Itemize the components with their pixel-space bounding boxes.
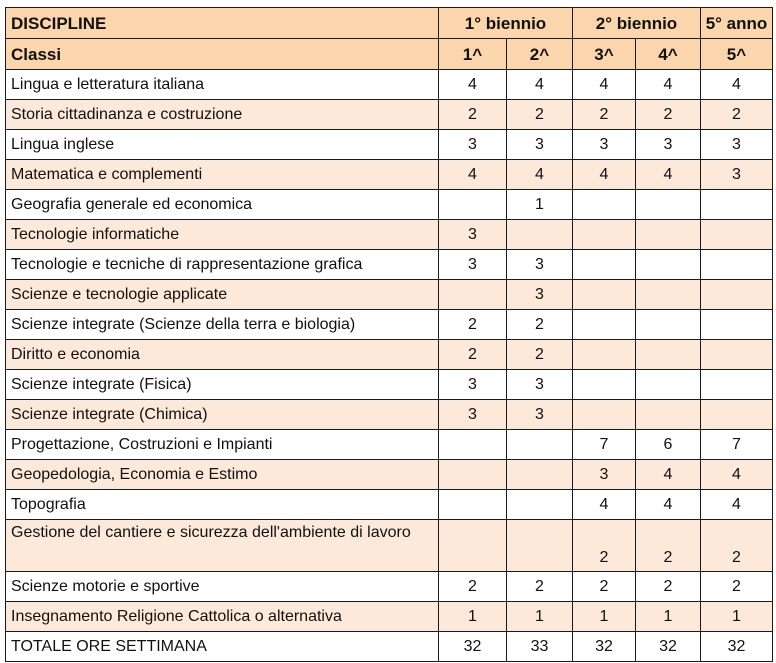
hours-cell-class-3: 2: [573, 100, 636, 130]
hours-cell-class-2: 3: [507, 400, 573, 430]
hours-cell-class-3: 2: [573, 520, 636, 572]
hours-cell-class-4: 32: [636, 632, 701, 662]
hours-cell-class-1: [439, 460, 507, 490]
hours-cell-class-5: [701, 340, 773, 370]
hours-cell-class-5: 1: [701, 602, 773, 632]
hours-cell-class-5: 3: [701, 160, 773, 190]
group-1-biennio: 1° biennio: [439, 8, 573, 39]
class-header-1: 1^: [439, 39, 507, 70]
hours-cell-class-1: [439, 430, 507, 460]
table-row: [6, 160, 773, 190]
discipline-name: TOTALE ORE SETTIMANA: [6, 632, 439, 662]
hours-cell-class-1: 1: [439, 602, 507, 632]
hours-cell-class-3: [573, 340, 636, 370]
class-header-3: 3^: [573, 39, 636, 70]
discipline-name: Matematica e complementi: [6, 160, 439, 190]
discipline-name: Diritto e economia: [6, 340, 439, 370]
hours-cell-class-3: 32: [573, 632, 636, 662]
hours-cell-class-3: 7: [573, 430, 636, 460]
discipline-name: Lingua inglese: [6, 130, 439, 160]
curriculum-table: [5, 7, 773, 662]
hours-cell-class-4: 4: [636, 70, 701, 100]
hours-cell-class-1: 3: [439, 370, 507, 400]
table-row: [6, 430, 773, 460]
hours-cell-class-5: [701, 310, 773, 340]
hours-cell-class-1: 4: [439, 70, 507, 100]
header-row-groups: [6, 8, 773, 39]
hours-cell-class-3: [573, 310, 636, 340]
hours-cell-class-1: [439, 520, 507, 572]
hours-cell-class-4: 2: [636, 100, 701, 130]
hours-cell-class-3: [573, 220, 636, 250]
class-header-2: 2^: [507, 39, 573, 70]
hours-cell-class-2: 3: [507, 370, 573, 400]
hours-cell-class-2: 3: [507, 130, 573, 160]
table-row: [6, 250, 773, 280]
hours-cell-class-3: [573, 400, 636, 430]
hours-cell-class-3: 4: [573, 490, 636, 520]
table-row: [6, 130, 773, 160]
hours-cell-class-5: 7: [701, 430, 773, 460]
hours-cell-class-1: 2: [439, 100, 507, 130]
hours-cell-class-4: [636, 250, 701, 280]
hours-cell-class-5: 3: [701, 130, 773, 160]
hours-cell-class-5: [701, 220, 773, 250]
class-header-5: 5^: [701, 39, 773, 70]
hours-cell-class-5: 4: [701, 460, 773, 490]
hours-cell-class-5: [701, 370, 773, 400]
hours-cell-class-4: 1: [636, 602, 701, 632]
discipline-name: Storia cittadinanza e costruzione: [6, 100, 439, 130]
table-row: [6, 100, 773, 130]
hours-cell-class-5: 32: [701, 632, 773, 662]
hours-cell-class-4: 2: [636, 520, 701, 572]
discipline-name: Scienze integrate (Scienze della terra e biologia): [6, 310, 439, 340]
hours-cell-class-5: [701, 280, 773, 310]
hours-cell-class-2: 2: [507, 572, 573, 602]
hours-cell-class-4: [636, 280, 701, 310]
table-row: [6, 632, 773, 662]
hours-cell-class-1: [439, 280, 507, 310]
hours-cell-class-5: [701, 190, 773, 220]
hours-cell-class-3: 1: [573, 602, 636, 632]
hours-cell-class-5: 2: [701, 572, 773, 602]
discipline-name: Lingua e letteratura italiana: [6, 70, 439, 100]
discipline-name: Scienze e tecnologie applicate: [6, 280, 439, 310]
hours-cell-class-3: 3: [573, 130, 636, 160]
hours-cell-class-1: [439, 190, 507, 220]
hours-cell-class-4: [636, 220, 701, 250]
hours-cell-class-3: 4: [573, 70, 636, 100]
table-row: [6, 460, 773, 490]
hours-cell-class-4: [636, 190, 701, 220]
hours-cell-class-1: 2: [439, 572, 507, 602]
hours-cell-class-5: 4: [701, 70, 773, 100]
hours-cell-class-3: [573, 280, 636, 310]
hours-cell-class-4: 2: [636, 572, 701, 602]
discipline-name: Progettazione, Costruzioni e Impianti: [6, 430, 439, 460]
table-row: [6, 520, 773, 572]
hours-cell-class-2: [507, 490, 573, 520]
hours-cell-class-1: 2: [439, 310, 507, 340]
hours-cell-class-2: 3: [507, 280, 573, 310]
hours-cell-class-1: 32: [439, 632, 507, 662]
discipline-name: Insegnamento Religione Cattolica o alternativa: [6, 602, 439, 632]
hours-cell-class-3: 3: [573, 460, 636, 490]
hours-cell-class-5: [701, 400, 773, 430]
discipline-name: Topografia: [6, 490, 439, 520]
hours-cell-class-2: 3: [507, 250, 573, 280]
discipline-name: Scienze integrate (Chimica): [6, 400, 439, 430]
discipline-name: Scienze integrate (Fisica): [6, 370, 439, 400]
hours-cell-class-1: 4: [439, 160, 507, 190]
hours-cell-class-2: 2: [507, 310, 573, 340]
hours-cell-class-1: 3: [439, 400, 507, 430]
hours-cell-class-3: 4: [573, 160, 636, 190]
table-row: [6, 400, 773, 430]
hours-cell-class-1: 3: [439, 130, 507, 160]
hours-cell-class-1: 3: [439, 220, 507, 250]
hours-cell-class-1: 2: [439, 340, 507, 370]
table-row: [6, 370, 773, 400]
table-row: [6, 490, 773, 520]
hours-cell-class-2: 1: [507, 602, 573, 632]
discipline-name: Geografia generale ed economica: [6, 190, 439, 220]
hours-cell-class-1: [439, 490, 507, 520]
hours-cell-class-4: [636, 370, 701, 400]
table-row: [6, 190, 773, 220]
discipline-name: Tecnologie informatiche: [6, 220, 439, 250]
hours-cell-class-4: 4: [636, 490, 701, 520]
class-header-4: 4^: [636, 39, 701, 70]
table-row: [6, 310, 773, 340]
table-row: [6, 220, 773, 250]
hours-cell-class-2: 4: [507, 160, 573, 190]
discipline-name: Gestione del cantiere e sicurezza dell'ambiente di lavoro: [6, 520, 439, 572]
hours-cell-class-4: [636, 310, 701, 340]
hours-cell-class-5: 2: [701, 520, 773, 572]
discipline-name: Tecnologie e tecniche di rappresentazione grafica: [6, 250, 439, 280]
hours-cell-class-4: [636, 400, 701, 430]
hours-cell-class-5: [701, 250, 773, 280]
discipline-header: DISCIPLINE: [6, 8, 439, 39]
hours-cell-class-5: 2: [701, 100, 773, 130]
hours-cell-class-2: [507, 220, 573, 250]
discipline-name: Geopedologia, Economia e Estimo: [6, 460, 439, 490]
hours-cell-class-3: [573, 250, 636, 280]
header-row-classes: [6, 39, 773, 70]
hours-cell-class-3: [573, 190, 636, 220]
table-row: [6, 602, 773, 632]
table-row: [6, 572, 773, 602]
hours-cell-class-2: 2: [507, 100, 573, 130]
hours-cell-class-2: 1: [507, 190, 573, 220]
table-row: [6, 70, 773, 100]
hours-cell-class-3: 2: [573, 572, 636, 602]
hours-cell-class-4: 3: [636, 130, 701, 160]
classi-header: Classi: [6, 39, 439, 70]
hours-cell-class-2: 33: [507, 632, 573, 662]
hours-cell-class-2: [507, 460, 573, 490]
hours-cell-class-2: 2: [507, 340, 573, 370]
group-2-biennio: 2° biennio: [573, 8, 701, 39]
discipline-name: Scienze motorie e sportive: [6, 572, 439, 602]
hours-cell-class-5: 4: [701, 490, 773, 520]
hours-cell-class-4: 4: [636, 160, 701, 190]
table-row: [6, 340, 773, 370]
hours-cell-class-4: 4: [636, 460, 701, 490]
hours-cell-class-1: 3: [439, 250, 507, 280]
hours-cell-class-4: [636, 340, 701, 370]
hours-cell-class-4: 6: [636, 430, 701, 460]
table-row: [6, 280, 773, 310]
hours-cell-class-2: [507, 430, 573, 460]
group-5-anno: 5° anno: [701, 8, 773, 39]
hours-cell-class-2: 4: [507, 70, 573, 100]
hours-cell-class-3: [573, 370, 636, 400]
hours-cell-class-2: [507, 520, 573, 572]
